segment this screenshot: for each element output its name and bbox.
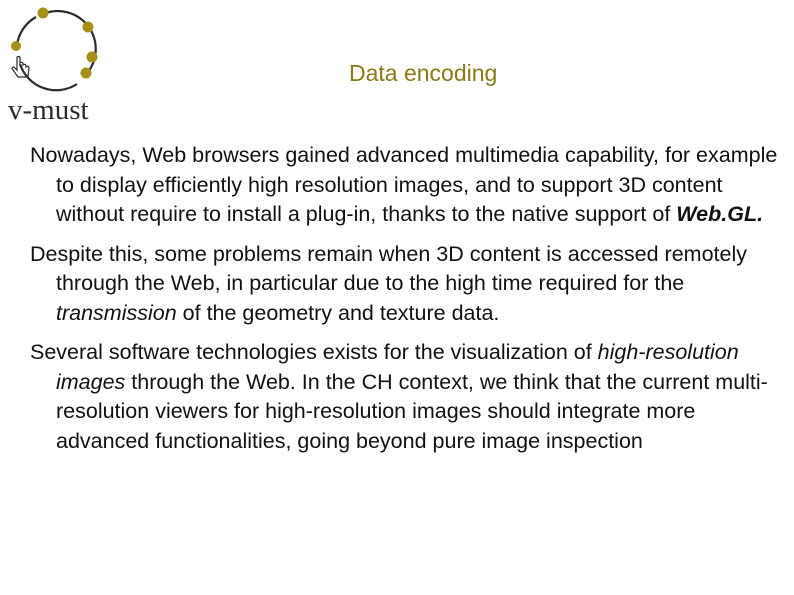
paragraph-3-tail: through the Web. In the CH context, we think that the current multi-resolution viewers for high-resolution images should integrate more advanced functionalities, going beyond pure image inspection	[56, 369, 768, 453]
hand-pointer-icon	[8, 55, 38, 85]
paragraph-3-text: Several software technologies exists for the visualization of	[30, 340, 598, 364]
transmission-emphasis: transmission	[56, 300, 177, 325]
body-text	[30, 141, 780, 466]
circle-ring-icon	[0, 0, 130, 100]
paragraph-1	[30, 141, 780, 230]
webgl-emphasis: Web.GL.	[676, 202, 764, 226]
v-must-logo	[0, 0, 130, 135]
paragraph-2	[30, 240, 780, 329]
logo-text: v-must	[8, 94, 89, 126]
paragraph-3	[30, 338, 780, 456]
paragraph-2-tail: of the geometry and texture data.	[176, 300, 500, 325]
high-resolution-images-emphasis: high-resolution images	[56, 340, 739, 394]
slide-title: Data encoding	[349, 60, 498, 86]
paragraph-2-text: Despite this, some problems remain when 3D content is accessed remotely through the Web, in particular due to the high time required for the	[30, 241, 747, 295]
paragraph-1-text: Nowadays, Web browsers gained advanced multimedia capability, for example to display efficiently high resolution images, and to support 3D content without require to install a plug-in, thanks to the native support of	[30, 143, 778, 226]
